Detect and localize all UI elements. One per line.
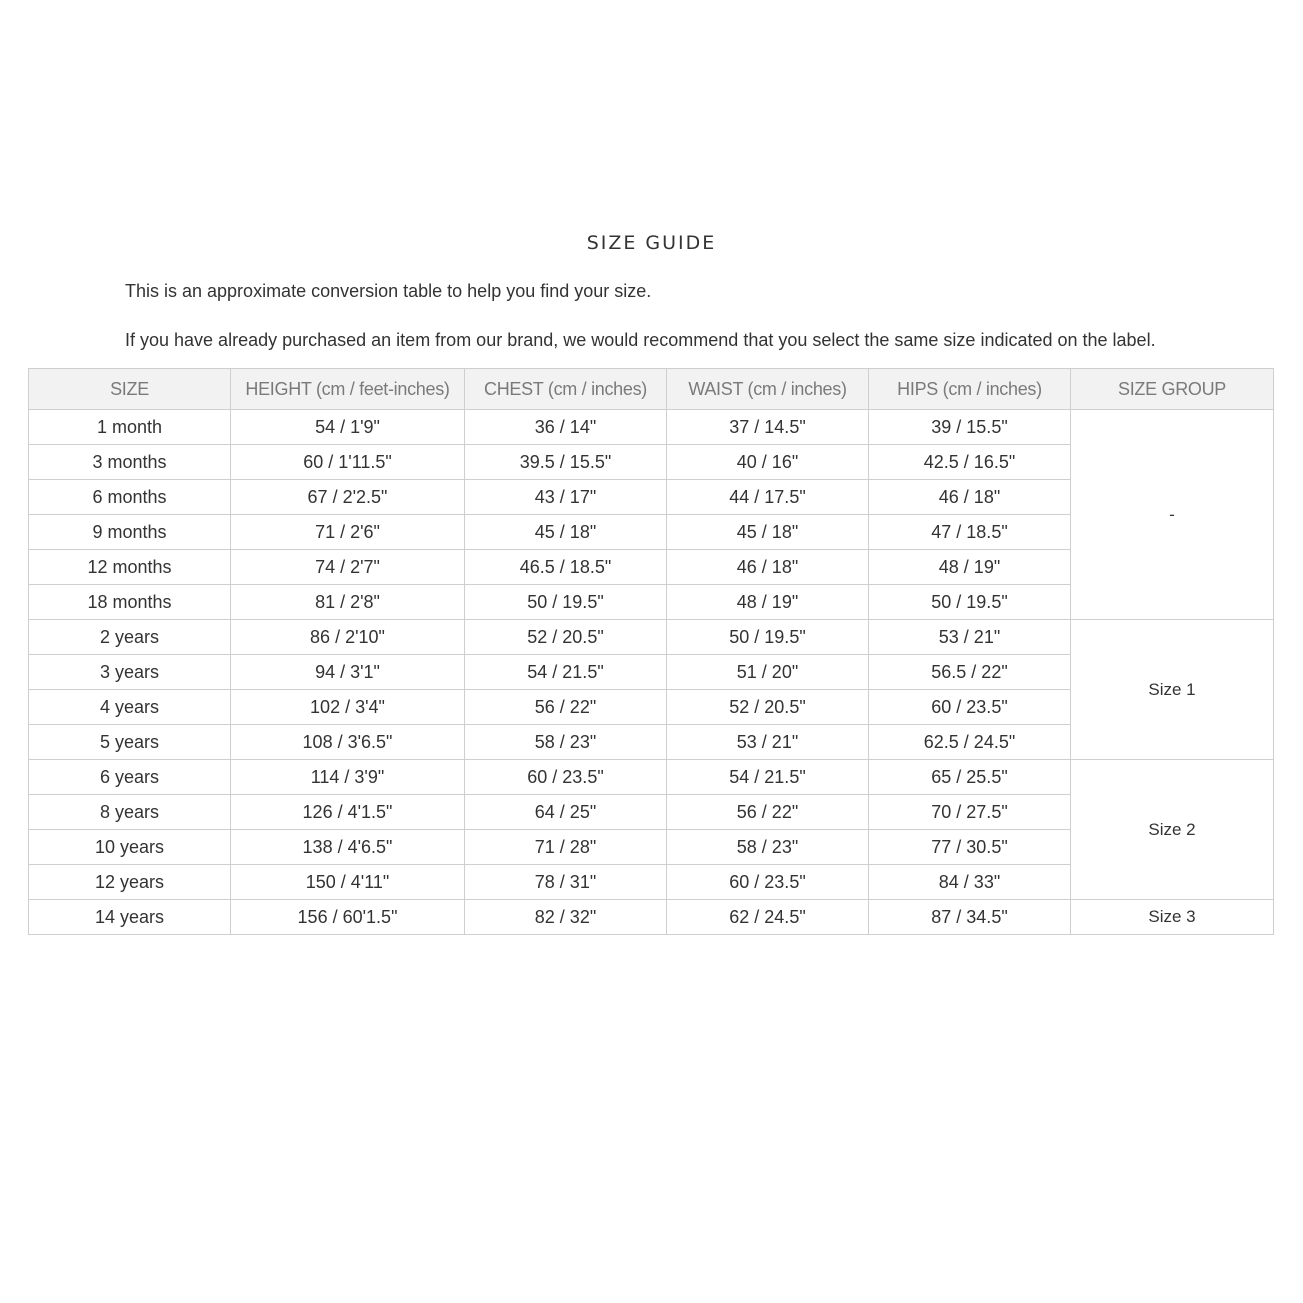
header-height: HEIGHT (cm / feet-inches) xyxy=(231,369,465,410)
cell-hips: 65 / 25.5" xyxy=(869,760,1071,795)
cell-chest: 52 / 20.5" xyxy=(465,620,667,655)
cell-waist: 37 / 14.5" xyxy=(667,410,869,445)
cell-chest: 60 / 23.5" xyxy=(465,760,667,795)
cell-hips: 77 / 30.5" xyxy=(869,830,1071,865)
intro-text-1: This is an approximate conversion table to help you find your size. xyxy=(125,281,652,301)
cell-size: 4 years xyxy=(29,690,231,725)
cell-height: 71 / 2'6" xyxy=(231,515,465,550)
cell-hips: 84 / 33" xyxy=(869,865,1071,900)
cell-chest: 78 / 31" xyxy=(465,865,667,900)
cell-hips: 46 / 18" xyxy=(869,480,1071,515)
cell-waist: 48 / 19" xyxy=(667,585,869,620)
intro-text-2: If you have already purchased an item from our brand, we would recommend that you select the same size indicated on the label. xyxy=(125,330,1156,350)
table-row xyxy=(29,900,1274,935)
cell-size: 12 years xyxy=(29,865,231,900)
cell-waist: 62 / 24.5" xyxy=(667,900,869,935)
cell-hips: 39 / 15.5" xyxy=(869,410,1071,445)
cell-hips: 53 / 21" xyxy=(869,620,1071,655)
cell-hips: 87 / 34.5" xyxy=(869,900,1071,935)
cell-height: 138 / 4'6.5" xyxy=(231,830,465,865)
cell-waist: 40 / 16" xyxy=(667,445,869,480)
table-row xyxy=(29,410,1274,445)
cell-height: 54 / 1'9" xyxy=(231,410,465,445)
table-row xyxy=(29,760,1274,795)
cell-height: 86 / 2'10" xyxy=(231,620,465,655)
cell-waist: 50 / 19.5" xyxy=(667,620,869,655)
cell-size-group: Size 1 xyxy=(1071,620,1274,760)
cell-height: 126 / 4'1.5" xyxy=(231,795,465,830)
cell-chest: 82 / 32" xyxy=(465,900,667,935)
cell-waist: 52 / 20.5" xyxy=(667,690,869,725)
header-waist: WAIST (cm / inches) xyxy=(667,369,869,410)
table-row xyxy=(29,620,1274,655)
cell-chest: 58 / 23" xyxy=(465,725,667,760)
cell-size: 14 years xyxy=(29,900,231,935)
cell-waist: 51 / 20" xyxy=(667,655,869,690)
cell-chest: 45 / 18" xyxy=(465,515,667,550)
cell-size: 9 months xyxy=(29,515,231,550)
cell-size: 1 month xyxy=(29,410,231,445)
cell-waist: 56 / 22" xyxy=(667,795,869,830)
cell-size-group: - xyxy=(1071,410,1274,620)
header-row xyxy=(29,369,1274,410)
cell-waist: 44 / 17.5" xyxy=(667,480,869,515)
cell-chest: 50 / 19.5" xyxy=(465,585,667,620)
cell-height: 102 / 3'4" xyxy=(231,690,465,725)
size-table xyxy=(28,368,1274,935)
cell-size: 6 months xyxy=(29,480,231,515)
cell-waist: 60 / 23.5" xyxy=(667,865,869,900)
cell-height: 81 / 2'8" xyxy=(231,585,465,620)
cell-hips: 50 / 19.5" xyxy=(869,585,1071,620)
cell-chest: 54 / 21.5" xyxy=(465,655,667,690)
cell-size: 6 years xyxy=(29,760,231,795)
header-hips: HIPS (cm / inches) xyxy=(869,369,1071,410)
cell-chest: 39.5 / 15.5" xyxy=(465,445,667,480)
header-size: SIZE xyxy=(29,369,231,410)
cell-waist: 45 / 18" xyxy=(667,515,869,550)
cell-waist: 53 / 21" xyxy=(667,725,869,760)
cell-waist: 46 / 18" xyxy=(667,550,869,585)
cell-height: 94 / 3'1" xyxy=(231,655,465,690)
cell-height: 74 / 2'7" xyxy=(231,550,465,585)
cell-hips: 42.5 / 16.5" xyxy=(869,445,1071,480)
cell-size-group: Size 2 xyxy=(1071,760,1274,900)
cell-height: 114 / 3'9" xyxy=(231,760,465,795)
cell-height: 67 / 2'2.5" xyxy=(231,480,465,515)
table-header xyxy=(29,369,1274,410)
cell-height: 156 / 60'1.5" xyxy=(231,900,465,935)
cell-hips: 60 / 23.5" xyxy=(869,690,1071,725)
cell-size: 12 months xyxy=(29,550,231,585)
cell-chest: 56 / 22" xyxy=(465,690,667,725)
cell-hips: 47 / 18.5" xyxy=(869,515,1071,550)
cell-height: 150 / 4'11" xyxy=(231,865,465,900)
cell-size: 5 years xyxy=(29,725,231,760)
header-chest: CHEST (cm / inches) xyxy=(465,369,667,410)
table-body xyxy=(29,410,1274,935)
cell-hips: 62.5 / 24.5" xyxy=(869,725,1071,760)
cell-size: 3 months xyxy=(29,445,231,480)
header-size-group: SIZE GROUP xyxy=(1071,369,1274,410)
cell-waist: 54 / 21.5" xyxy=(667,760,869,795)
cell-size: 2 years xyxy=(29,620,231,655)
cell-chest: 46.5 / 18.5" xyxy=(465,550,667,585)
cell-chest: 71 / 28" xyxy=(465,830,667,865)
cell-waist: 58 / 23" xyxy=(667,830,869,865)
cell-size: 3 years xyxy=(29,655,231,690)
cell-hips: 56.5 / 22" xyxy=(869,655,1071,690)
cell-hips: 70 / 27.5" xyxy=(869,795,1071,830)
cell-chest: 36 / 14" xyxy=(465,410,667,445)
cell-height: 108 / 3'6.5" xyxy=(231,725,465,760)
cell-chest: 64 / 25" xyxy=(465,795,667,830)
cell-size: 10 years xyxy=(29,830,231,865)
cell-chest: 43 / 17" xyxy=(465,480,667,515)
cell-height: 60 / 1'11.5" xyxy=(231,445,465,480)
page-title: SIZE GUIDE xyxy=(586,232,717,254)
cell-hips: 48 / 19" xyxy=(869,550,1071,585)
cell-size: 18 months xyxy=(29,585,231,620)
cell-size-group: Size 3 xyxy=(1071,900,1274,935)
cell-size: 8 years xyxy=(29,795,231,830)
